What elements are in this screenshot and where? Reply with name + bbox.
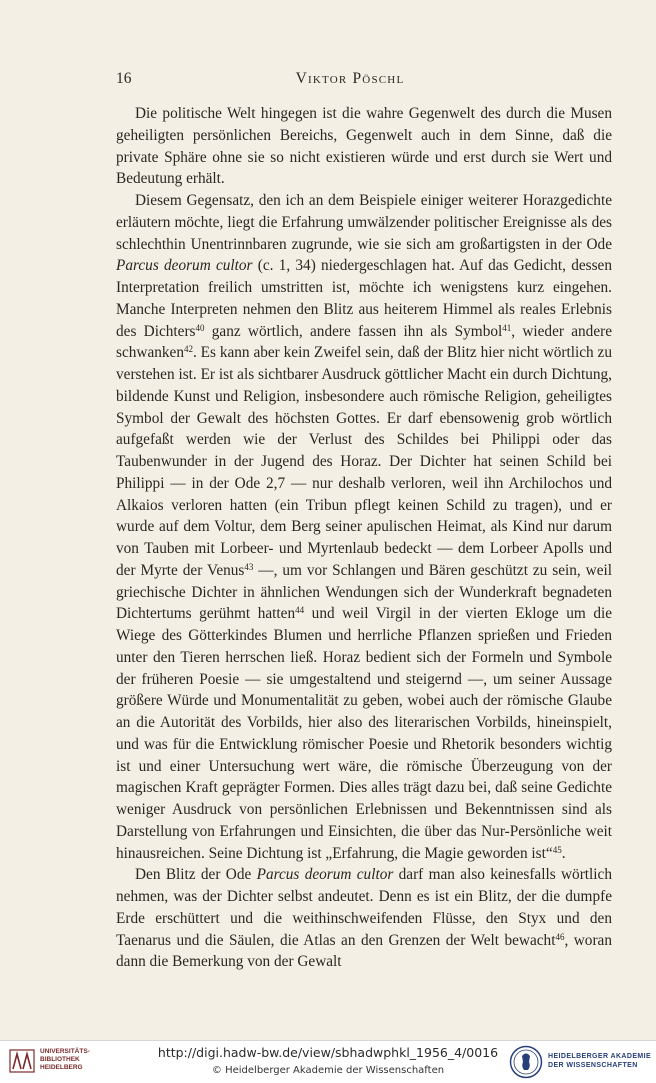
body-text: [116, 103, 612, 973]
ub-line: UNIVERSITÄTS-: [40, 1048, 90, 1055]
copyright-notice: © Heidelberger Akademie der Wissenschaften: [211, 1065, 445, 1076]
academy-name: [548, 1052, 651, 1070]
running-head-author: Viktor Pöschl: [295, 70, 405, 87]
work-title: Parcus deorum cultor: [116, 257, 253, 275]
work-title: Parcus deorum cultor: [256, 866, 394, 884]
footnote-ref: 42: [183, 344, 193, 355]
university-library-logo-icon: [8, 1047, 36, 1075]
footnote-ref: 43: [244, 561, 254, 572]
university-library-name: [40, 1048, 90, 1072]
paragraph: Diesem Gegensatz, den ich an dem Beispiele einiger weiterer Horazgedichte erläutern möchte, liegt die Erfahrung umwälzender politischer Ereignisse als des schlechthin Unentrinnbaren zugrunde, wie sie sich am großartigsten in der Ode Parcus deorum cultor (c. 1, 34) niedergeschlagen hat. Auf das Gedicht, dessen Interpretation freilich umstritten ist, möchte ich wenigstens kurz eingehen. Manche Interpreten nehmen den Blitz aus heiterem Himmel als reales Erlebnis des Dichters$^{40}$ ganz wörtlich, andere fassen ihn als Symbol$^{41}$, wieder andere schwanken$^{42}$. Es kann aber kein Zweifel sein, daß der Blitz hier nicht wörtlich zu verstehen ist. Er ist als sichtbarer Ausdruck göttlicher Macht ein durch Dichtung, bildende Kunst und Religion, insbesondere auch römische Religion, geheiligtes Symbol der Gewalt des höchsten Gottes. Er darf ebensowenig grob wörtlich aufgefaßt werden wie der Verlust des Schildes bei Philippi oder das Taubenwunder in der Jugend des Horaz. Der Dichter hat seinen Schild bei Philippi — in der Ode 2,7 — nur deshalb verloren, weil ihn Archilochos und Alkaios verloren hatten (ein Tribun pflegt keinen Schild zu tragen), und er wurde auf dem Voltur, dem Berg seiner apulischen Heimat, als Kind nur darum von Tauben mit Lorbeer- und Myrtenlaub bedeckt — dem Lorbeer Apolls und der Myrte der Venus$^{43}$ —, um vor Schlangen und Bären geschützt zu sein, weil griechische Dichter in ähnlichen Wendungen sich der Wunderkraft begnadeten Dichtertums gerühmt hatten$^{44}$ und weil Virgil in der vierten Ekloge um die Wiege des Götterkindes Blumen und herrliche Pflanzen sprießen und Frieden unter den Tieren herrschen ließ. Horaz bedient sich der Formeln und Symbole der früheren Poesie — sie umgestaltend und steigernd —, um seiner Aussage größere Würde und Monumentalität zu geben, wobei auch der römische Glaube an die Autorität des Vorbilds, hier also des literarischen Vorbilds, hineinspielt, und was für die Entwicklung römischer Poesie und Rhetorik besonders wichtig ist und einer Untersuchung wert wäre, die römische Überzeugung von der magischen Kraft geprägter Formen. Dies alles trägt dazu bei, daß seine Gedichte weniger Ausdruck von persönlichen Erlebnissen und Bekenntnissen sind als Darstellung von Erfahrungen und Einsichten, die über das Nur-Persönliche weit hinausreichen. Seine Dichtung ist „Erfahrung, die Magie geworden ist“$^{45}$.: [116, 192, 613, 862]
footnote-ref: 41: [502, 322, 512, 333]
paragraph: Den Blitz der Ode Parcus deorum cultor darf man also keinesfalls wörtlich nehmen, was der Dichter selbst andeutet. Denn es ist ein Blitz, der die dumpfe Erde erschüttert und die weithinschweifenden Flüsse, den Styx und den Taenarus und die Säulen, die Atlas an den Grenzen der Welt bewacht$^{46}$, woran dann die Bemerkung von der Gewalt: [116, 866, 612, 971]
permalink-url[interactable]: http://digi.hadw-bw.de/view/sbhadwphkl_1956_4/0016: [157, 1045, 499, 1060]
academy-seal-icon: [509, 1045, 543, 1079]
page-number: 16: [116, 70, 132, 87]
footer-bar: [0, 1040, 656, 1083]
footnote-ref: 46: [555, 931, 565, 942]
running-head: [116, 70, 584, 90]
hadw-line: HEIDELBERGER AKADEMIE: [548, 1053, 652, 1060]
hadw-line: DER WISSENSCHAFTEN: [548, 1062, 638, 1069]
footnote-ref: 45: [552, 844, 562, 855]
footnote-ref: 44: [295, 605, 305, 616]
ub-line: BIBLIOTHEK: [40, 1056, 80, 1063]
footnote-ref: 40: [195, 322, 205, 333]
paragraph: Die politische Welt hingegen ist die wahre Gegenwelt des durch die Musen geheiligten persönlichen Bereichs, Gegenwelt auch in dem Sinne, daß die private Sphäre ohne sie so nicht existieren würde und erst durch sie Wert und Bedeutung erhält.: [116, 105, 612, 188]
ub-line: HEIDELBERG: [40, 1064, 83, 1071]
